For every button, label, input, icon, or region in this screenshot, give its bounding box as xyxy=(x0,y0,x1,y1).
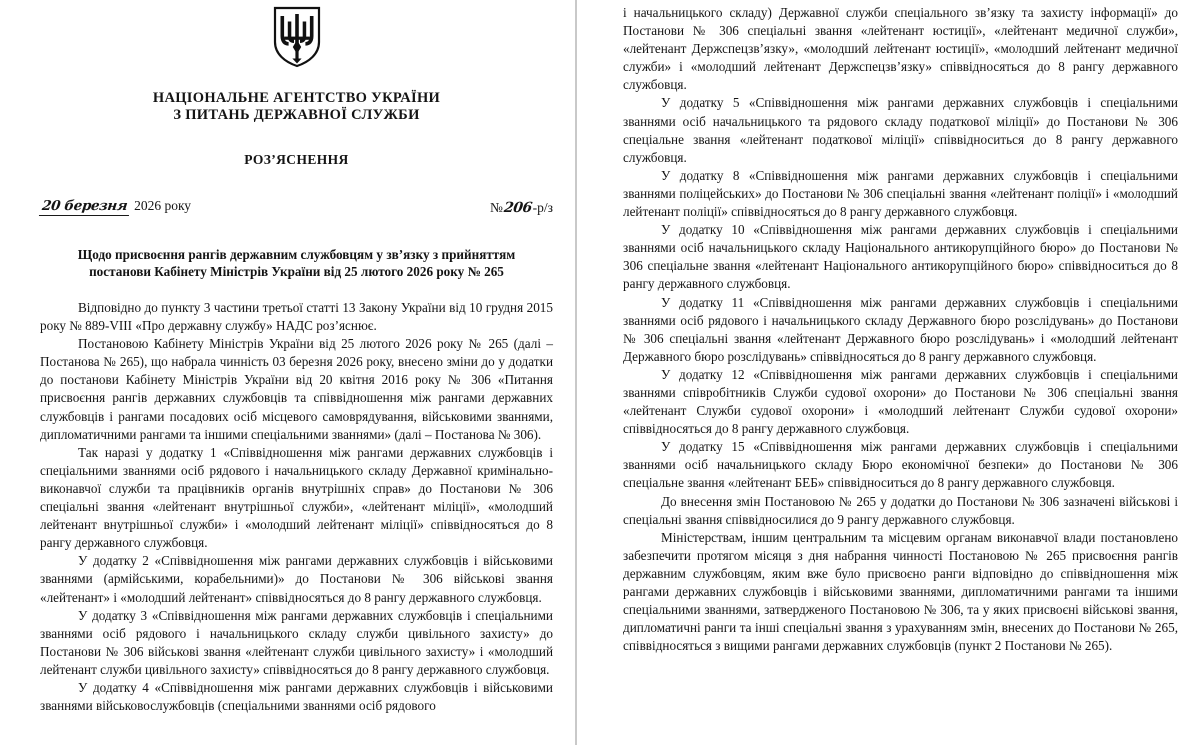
paragraph-continuation: і начальницького складу) Державної служби спеціального зв’язку та захисту інформації» до Постанови № 306 спеціальні звання «лейтенант юстиції», «лейтенант медичної служби», «лейтенант Держспецзв’язку», «молодший лейтенант юстиції», «молодший лейтенант медичної служби» і «молодший лейтенант Держспецзв’язку» співвідносяться до 8 рангу державного службовця. xyxy=(623,5,1178,93)
number-symbol: № xyxy=(490,200,503,215)
paragraph: Міністерствам, іншим центральним та місцевим органам виконавчої влади постановлено забезпечити протягом місяця з дня набрання чинності Постановою № 265 присвоєння рангів державним службовцям, яким вже було присвоєно ранги відповідно до співвідношення між рангами державних службовців і військовими званнями, дипломатичними рангами та іншими спеціальними званнями, затвердженого Постановою № 306, та у яких присвоєні військові звання, дипломатичні ранги та інші спеціальні звання з урахуванням змін, внесених до Постанови № 265, співвідносяться з вищими рангами державних службовців (пункт 2 Постанови № 265). xyxy=(623,529,1178,654)
right-page-column xyxy=(575,0,1200,745)
paragraph: У додатку 4 «Співвідношення між рангами державних службовців і військовими званнями військовослужбовців (спеціальними званнями осіб рядового xyxy=(40,679,553,714)
paragraph: У додатку 15 «Співвідношення між рангами державних службовців і спеціальними званнями осіб начальницького складу Бюро економічної безпеки» до Постанови № 306 спеціальне звання «лейтенант БЕБ» співвідноситься до 8 рангу державного службовця. xyxy=(623,439,1178,491)
paragraph: Постановою Кабінету Міністрів України від 25 лютого 2026 року № 265 (далі – Постанова № 265), що набрала чинність 03 березня 2026 року, внесено зміни до у додатки до постанови Кабінету Міністрів України від 20 квітня 2016 року № 306 «Питання присвоєння рангів державних службовців та співвідношення між рангами державних службовців і рангами посадових осіб місцевого самоврядування, військовими званнями, дипломатичними рангами та іншими спеціальними званнями» (далі – Постанова № 306). xyxy=(40,336,553,442)
paragraph: У додатку 12 «Співвідношення між рангами державних службовців і спеціальними званнями співробітників Служби судової охорони» до Постанови № 306 спеціальні звання «лейтенант Служби судової охорони» і «молодший лейтенант Служби судової охорони» співвідносяться до 8 рангу державного службовця. xyxy=(623,366,1178,437)
organization-title xyxy=(40,90,553,124)
document-number xyxy=(490,200,553,216)
organization-title-line-1: НАЦІОНАЛЬНЕ АГЕНТСТВО УКРАЇНИ xyxy=(152,90,441,106)
document-date xyxy=(40,198,191,216)
paragraph: Так наразі у додатку 1 «Співвідношення між рангами державних службовців і спеціальними званнями осіб рядового і начальницького складу Державної кримінально-виконавчої служби та працівників органів внутрішніх справ» до Постанови № 306 спеціальні звання «лейтенант внутрішньої служби», «лейтенант міліції», «молодший лейтенант внутрішньої служби» і «молодший лейтенант міліції» співвідносяться до 8 рангу державного службовця. xyxy=(40,444,553,551)
paragraph: До внесення змін Постановою № 265 у додатки до Постанови № 306 зазначені військові і спеціальні звання співвідносилися до 9 рангу державного службовця. xyxy=(623,493,1178,527)
number-handwritten-field: 206 xyxy=(502,200,533,216)
right-column-body xyxy=(623,0,1178,655)
date-typed-year: 2026 року xyxy=(134,198,192,213)
document-kind-heading: РОЗ’ЯСНЕННЯ xyxy=(244,152,349,167)
subject-heading xyxy=(40,246,553,280)
left-page-column xyxy=(0,0,575,745)
document-meta-row xyxy=(40,198,553,216)
subject-heading-line-1: Щодо присвоєння рангів державним службовцям у зв’язку з прийняттям xyxy=(77,247,516,262)
emblem-container xyxy=(40,0,553,68)
number-suffix: -р/з xyxy=(532,200,553,215)
paragraph: У додатку 10 «Співвідношення між рангами державних службовців і спеціальними званнями осіб начальницького складу Національного антикорупційного бюро» до Постанови № 306 спеціальне звання «лейтенант Національного антикорупційного бюро» співвідноситься до 8 рангу державного службовця. xyxy=(623,222,1178,292)
paragraph: У додатку 8 «Співвідношення між рангами державних службовців і спеціальними званнями поліцейських» до Постанови № 306 спеціальні звання «лейтенант поліції» і «молодший лейтенант поліції» співвідносяться до 8 рангу державного службовця. xyxy=(623,167,1178,220)
paragraph: Відповідно до пункту 3 частини третьої статті 13 Закону України від 10 грудня 2015 року № 889-VIII «Про державну службу» НАДС роз’яснює. xyxy=(40,300,553,334)
paragraph: У додатку 3 «Співвідношення між рангами державних службовців і спеціальними званнями осіб рядового і начальницького складу служби цивільного захисту» до Постанови № 306 військові звання «лейтенант служби цивільного захисту» і «молодший лейтенант служби цивільного захисту» співвідносяться до 8 рангу державного службовця. xyxy=(40,607,553,677)
organization-title-line-2: З ПИТАНЬ ДЕРЖАВНОЇ СЛУЖБИ xyxy=(173,107,420,123)
paragraph: У додатку 11 «Співвідношення між рангами державних службовців і спеціальними званнями осіб рядового і начальницького складу Державного бюро розслідувань» до Постанови № 306 спеціальні звання «лейтенант Державного бюро розслідувань» і «молодший лейтенант Державного бюро розслідувань» співвідносяться до 8 рангу державного службовця. xyxy=(623,294,1178,364)
ukraine-trident-coat-of-arms-icon xyxy=(273,6,321,68)
paragraph: У додатку 2 «Співвідношення між рангами державних службовців і військовими званнями (армійськими, корабельними)» до Постанови № 306 військові звання «лейтенант» і «молодший лейтенант» співвідносяться до 8 рангу державного службовця. xyxy=(40,553,553,605)
date-handwritten-field: 20 березня xyxy=(39,198,131,216)
paragraph: У додатку 5 «Співвідношення між рангами державних службовців і спеціальними званнями осіб начальницького та рядового складу податкової міліції» до Постанови № 306 спеціальне звання «лейтенант податкової міліції» співвідноситься до 8 рангу державного службовця. xyxy=(623,95,1178,165)
left-column-body xyxy=(40,299,553,715)
subject-heading-line-2: постанови Кабінету Міністрів України від 25 лютого 2026 року № 265 xyxy=(89,264,504,279)
